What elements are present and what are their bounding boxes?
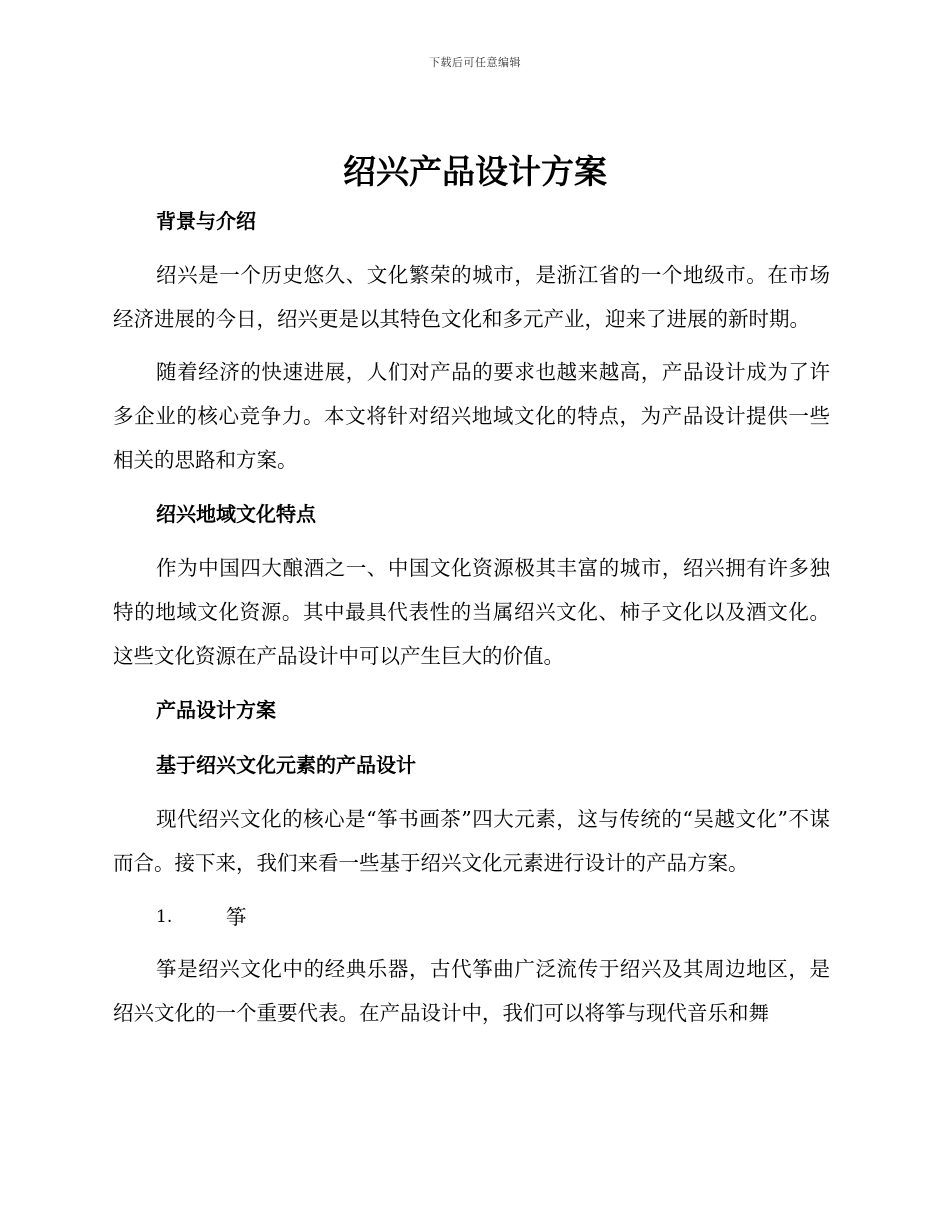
document-body [113,198,830,1044]
list-item-number: 1. [156,907,173,927]
paragraph-zheng: 筝是绍兴文化中的经典乐器，古代筝曲广泛流传于绍兴及其周边地区，是绍兴文化的一个重要代表。在产品设计中，我们可以将筝与现代音乐和舞 [113,957,830,1025]
document-title: 绍兴产品设计方案 [343,152,607,191]
header-note: 下载后可任意编辑 [429,56,521,69]
list-item [113,894,830,940]
section-heading-design-plan: 产品设计方案 [156,698,276,722]
section-heading-background: 背景与介绍 [156,209,256,233]
section-heading-culture-elements: 基于绍兴文化元素的产品设计 [156,753,416,777]
paragraph-intro-shaoxing: 绍兴是一个历史悠久、文化繁荣的城市，是浙江省的一个地级市。在市场经济进展的今日，绍兴更是以其特色文化和多元产业，迎来了进展的新时期。 [113,263,830,331]
paragraph-regional-culture: 作为中国四大酿酒之一、中国文化资源极其丰富的城市，绍兴拥有许多独特的地域文化资源。其中最具代表性的当属绍兴文化、柿子文化以及酒文化。这些文化资源在产品设计中可以产生巨大的价值。 [113,556,830,668]
list-item-text: 筝 [226,905,247,929]
paragraph-culture-elements: 现代绍兴文化的核心是“筝书画茶”四大元素，这与传统的“吴越文化”不谋而合。接下来，我们来看一些基于绍兴文化元素进行设计的产品方案。 [113,807,830,875]
section-heading-regional-culture: 绍兴地域文化特点 [156,502,316,526]
paragraph-intro-design: 随着经济的快速进展，人们对产品的要求也越来越高，产品设计成为了许多企业的核心竞争力。本文将针对绍兴地域文化的特点，为产品设计提供一些相关的思路和方案。 [113,360,830,472]
